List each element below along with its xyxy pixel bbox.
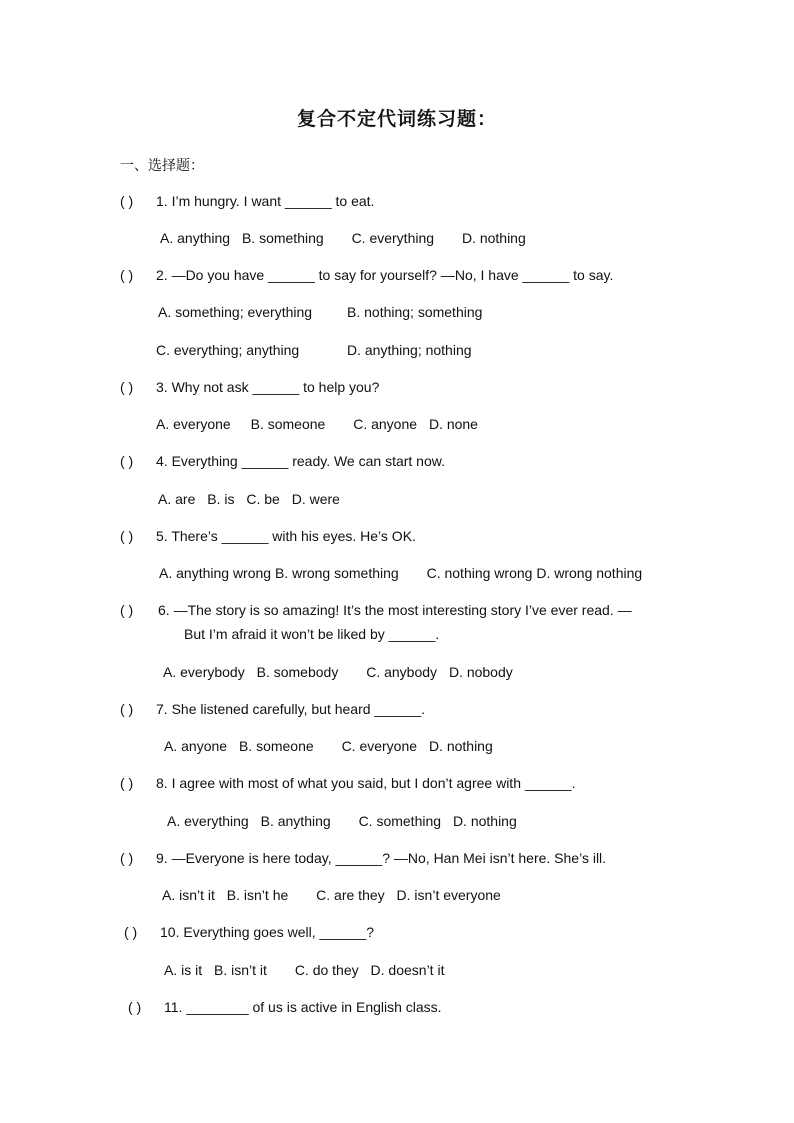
answer-blank[interactable]: ( ) [124,924,138,940]
question-7 [120,700,425,718]
option-d: D. nothing [428,738,493,754]
option-b: B. is [207,491,235,507]
question-text: 3. Why not ask ______ to help you? [156,379,380,395]
option-c: C. be [246,491,280,507]
option-d: D. isn’t everyone [396,887,501,903]
option-b: B. something [241,230,324,246]
option-d: D. wrong nothing [536,565,643,581]
options-5 [159,564,642,582]
option-d: D. nothing [452,813,517,829]
question-text: 11. ________ of us is active in English class. [164,999,442,1015]
question-10 [124,923,374,941]
option-a: A. is it [164,962,203,978]
option-b: B. somebody [256,664,339,680]
options-2-row-1 [158,303,482,321]
option-c: C. something [358,813,442,829]
option-b: B. someone [250,416,326,432]
option-a: A. are [158,491,196,507]
answer-blank[interactable]: ( ) [120,528,134,544]
option-c: C. everything [351,230,435,246]
option-b: B. isn’t it [214,962,267,978]
option-c: C. do they [294,962,359,978]
answer-blank[interactable]: ( ) [120,701,134,717]
option-a: A. everybody [163,664,245,680]
question-5 [120,527,416,545]
question-4 [120,452,445,470]
question-text: 4. Everything ______ ready. We can start now. [156,453,445,469]
question-text: 8. I agree with most of what you said, but I don’t agree with ______. [156,775,576,791]
option-d: D. doesn’t it [370,962,445,978]
page-title: 复合不定代词练习题： [296,108,497,130]
answer-blank[interactable]: ( ) [120,602,134,618]
option-a: A. anything wrong [159,565,272,581]
options-8 [167,812,517,830]
answer-blank[interactable]: ( ) [120,193,134,209]
question-1 [120,192,374,210]
option-a: A. everything [167,813,249,829]
option-a: A. anything [160,230,231,246]
question-text: 5. There’s ______ with his eyes. He’s OK. [156,528,416,544]
option-b: B. someone [238,738,314,754]
option-a: A. something; everything [158,304,313,320]
option-c: C. anyone [353,416,418,432]
options-3 [156,415,478,433]
answer-blank[interactable]: ( ) [120,267,134,283]
option-b: B. nothing; something [347,304,483,320]
question-text: 1. I’m hungry. I want ______ to eat. [156,193,375,209]
option-a: A. everyone [156,416,231,432]
question-11 [128,998,442,1016]
question-6 [120,601,632,619]
option-d: D. none [428,416,478,432]
option-c: C. are they [316,887,385,903]
question-text: 2. —Do you have ______ to say for yourself? —No, I have ______ to say. [156,267,614,283]
option-d: D. nothing [461,230,526,246]
answer-blank[interactable]: ( ) [120,453,134,469]
answer-blank[interactable]: ( ) [120,379,134,395]
options-7 [164,737,493,755]
option-c: C. everyone [341,738,418,754]
question-6-continued: But I’m afraid it won’t be liked by ______. [184,626,440,642]
option-a: A. isn’t it [162,887,215,903]
question-2 [120,266,613,284]
options-1 [160,229,526,247]
option-b: B. anything [260,813,331,829]
options-4 [158,490,340,508]
section-heading: 一、选择题： [120,158,204,174]
option-b: B. isn’t he [226,887,289,903]
options-10 [164,961,444,979]
option-d: D. were [291,491,340,507]
option-c: C. nothing wrong [426,565,533,581]
option-c: C. anybody [366,664,438,680]
question-text: 10. Everything goes well, ______? [160,924,375,940]
options-6 [163,663,513,681]
answer-blank[interactable]: ( ) [120,775,134,791]
question-3 [120,378,379,396]
answer-blank[interactable]: ( ) [128,999,142,1015]
options-9 [162,886,501,904]
question-8 [120,774,575,792]
option-b: B. wrong something [274,565,399,581]
option-d: D. anything; nothing [347,342,472,358]
option-c: C. everything; anything [156,342,300,358]
answer-blank[interactable]: ( ) [120,850,134,866]
question-9 [120,849,606,867]
options-2-row-2 [156,341,472,359]
option-d: D. nobody [448,664,513,680]
question-text: 7. She listened carefully, but heard ______. [156,701,426,717]
question-text: 9. —Everyone is here today, ______? —No, Han Mei isn’t here. She’s ill. [156,850,607,866]
question-text: 6. —The story is so amazing! It’s the most interesting story I’ve ever read. — [158,602,632,618]
option-a: A. anyone [164,738,228,754]
